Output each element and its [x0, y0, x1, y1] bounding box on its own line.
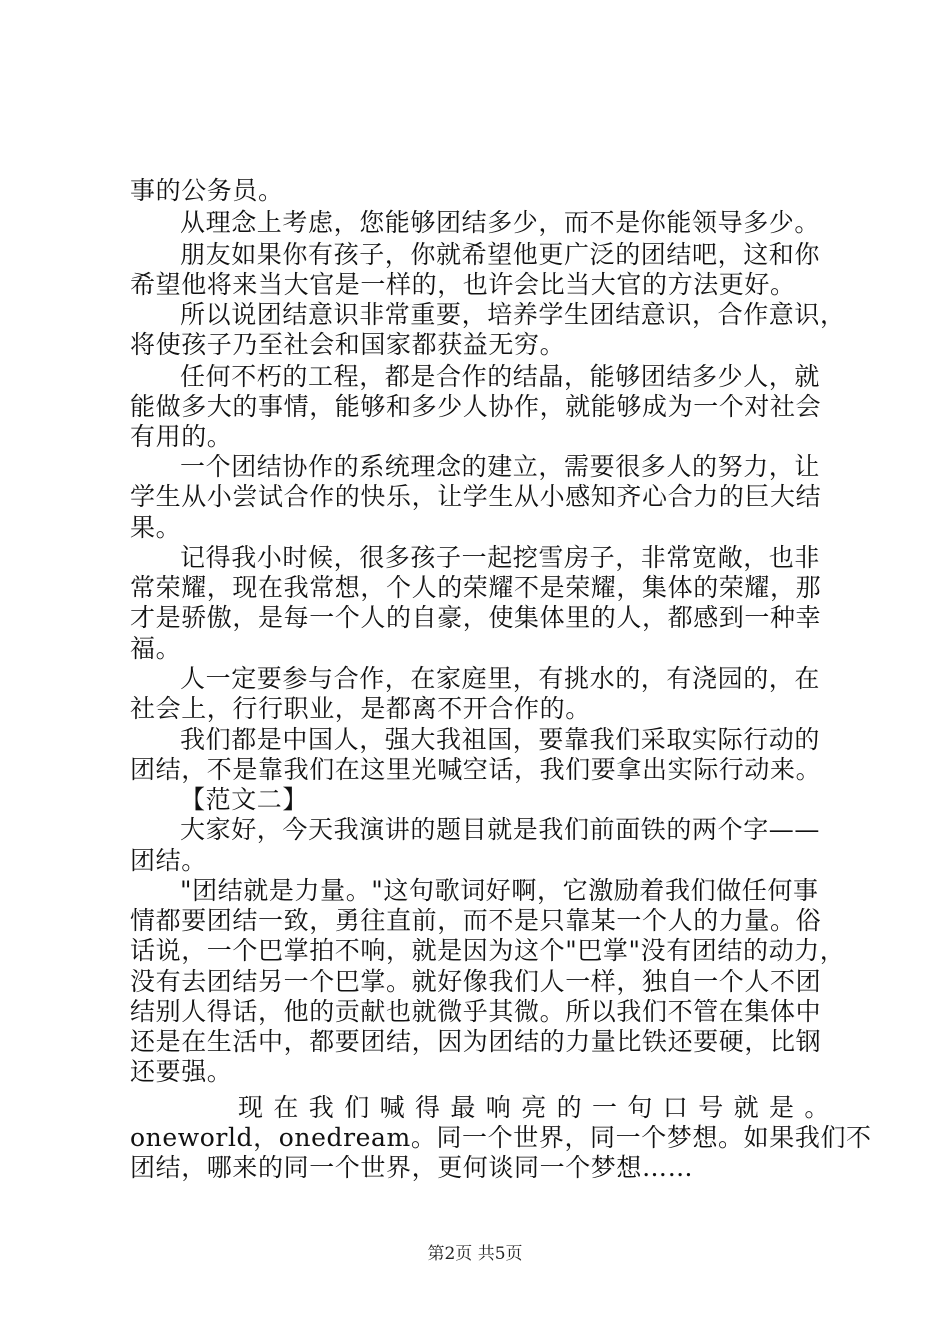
paragraph-line: 情都要团结一致，勇往直前，而不是只靠某一个人的力量。俗 — [130, 906, 822, 935]
paragraph-line: 朋友如果你有孩子，你就希望他更广泛的团结吧，这和你 — [180, 240, 821, 269]
paragraph-line: 团结，哪来的同一个世界，更何谈同一个梦想…… — [130, 1153, 694, 1182]
paragraph-line: 社会上，行行职业，是都离不开合作的。 — [130, 694, 591, 723]
paragraph-line: 常荣耀，现在我常想，个人的荣耀不是荣耀，集体的荣耀，那 — [130, 573, 822, 602]
paragraph-line: 现在我们喊得最响亮的一句口号就是。 — [238, 1093, 830, 1122]
paragraph-line: 学生从小尝试合作的快乐，让学生从小感知齐心合力的巨大结 — [130, 482, 822, 511]
paragraph-line: 记得我小时候，很多孩子一起挖雪房子，非常宽敞，也非 — [180, 543, 821, 572]
paragraph-line: 人一定要参与合作，在家庭里，有挑水的，有浇园的，在 — [180, 664, 821, 693]
paragraph-line: 所以说团结意识非常重要，培养学生团结意识，合作意识， — [180, 300, 846, 329]
paragraph-line: 还是在生活中，都要团结，因为团结的力量比铁还要硬，比钢 — [130, 1027, 822, 1056]
paragraph-line: 一个团结协作的系统理念的建立，需要很多人的努力，让 — [180, 452, 821, 481]
paragraph-line: 大家好，今天我演讲的题目就是我们前面铁的两个字—— — [180, 815, 821, 844]
paragraph-line: 福。 — [130, 634, 182, 663]
paragraph-line: 才是骄傲，是每一个人的自豪，使集体里的人，都感到一种幸 — [130, 603, 822, 632]
paragraph-line: "团结就是力量。"这句歌词好啊，它激励着我们做任何事 — [180, 876, 819, 905]
paragraph-line: 任何不朽的工程，都是合作的结晶，能够团结多少人，就 — [180, 362, 821, 391]
section-heading: 【范文二】 — [180, 785, 309, 814]
paragraph-line: 事的公务员。 — [130, 176, 284, 205]
page-number-footer: 第2页 共5页 — [427, 1244, 523, 1264]
paragraph-line: 还要强。 — [130, 1057, 233, 1086]
paragraph-line: 果。 — [130, 513, 182, 542]
paragraph-line: 将使孩子乃至社会和国家都获益无穷。 — [130, 330, 566, 359]
paragraph-line: 团结，不是靠我们在这里光喊空话，我们要拿出实际行动来。 — [130, 755, 822, 784]
paragraph-line: 我们都是中国人，强大我祖国，要靠我们采取实际行动的 — [180, 725, 821, 754]
paragraph-line: 团结。 — [130, 846, 207, 875]
paragraph-line: 希望他将来当大官是一样的，也许会比当大官的方法更好。 — [130, 270, 796, 299]
paragraph-line: 没有去团结另一个巴掌。就好像我们人一样，独自一个人不团 — [130, 967, 822, 996]
paragraph-line: 能做多大的事情，能够和多少人协作，就能够成为一个对社会 — [130, 392, 822, 421]
paragraph-line: 话说，一个巴掌拍不响，就是因为这个"巴掌"没有团结的动力， — [130, 936, 846, 965]
paragraph-line: 结别人得话，他的贡献也就微乎其微。所以我们不管在集体中 — [130, 997, 822, 1026]
paragraph-line: 有用的。 — [130, 422, 233, 451]
paragraph-line: 从理念上考虑，您能够团结多少，而不是你能领导多少。 — [180, 208, 821, 237]
paragraph-line: oneworld，onedream。同一个世界，同一个梦想。如果我们不 — [130, 1123, 872, 1152]
